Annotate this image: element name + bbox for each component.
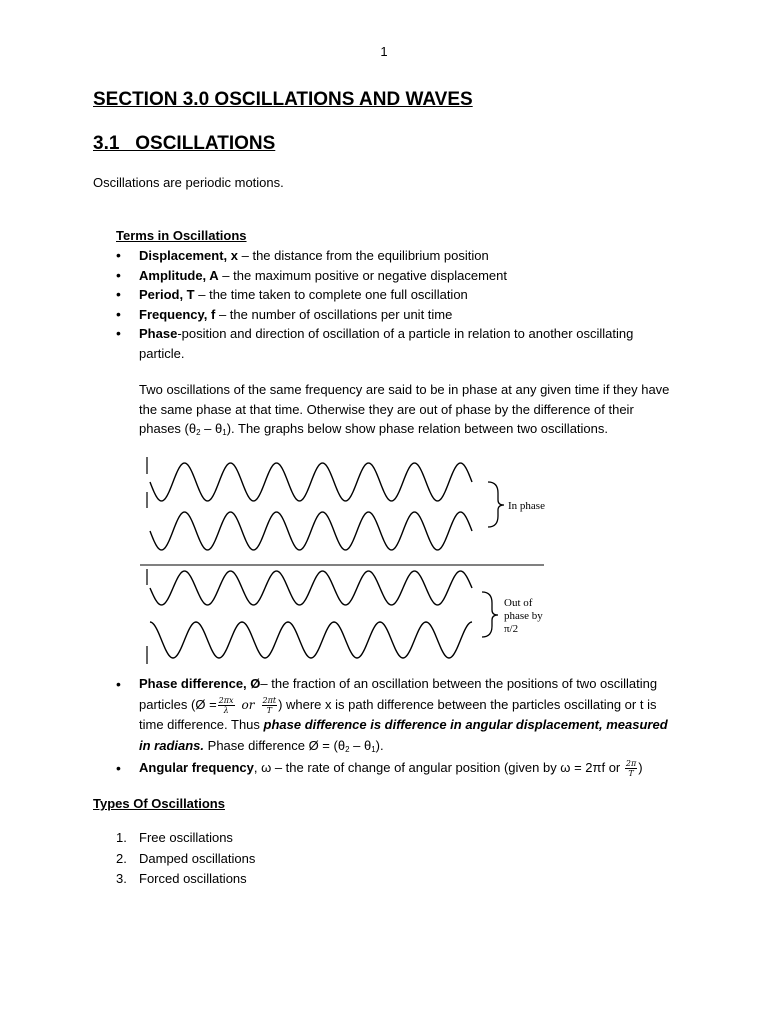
- wave-in-phase-1: [150, 463, 472, 501]
- term-item-phase: [116, 324, 676, 363]
- intro-text: Oscillations are periodic motions.: [93, 175, 284, 190]
- term-item-amplitude: [116, 266, 676, 286]
- section-title: SECTION 3.0 OSCILLATIONS AND WAVES: [93, 89, 473, 110]
- type-item-damped: 2. Damped oscillations: [116, 850, 256, 866]
- term-item-frequency: [116, 305, 676, 325]
- page-number: 1: [380, 44, 388, 59]
- phase-paragraph: Two oscillations of the same frequency are said to be in phase at any given time if they have the same phase at that time. Otherwise they are out of phase by the difference of their phases $(\theta_2 - \theta_1)$. The graphs below show phase relation between two oscillations.: [139, 382, 670, 437]
- types-heading: Types Of Oscillations: [93, 796, 225, 811]
- fraction-2pi-x-over-lambda: $\frac{2\pi x}{\lambda}$: [218, 695, 234, 715]
- type-item-forced: 3. Forced oscillations: [116, 871, 247, 886]
- wave-out-of-phase-2: [150, 622, 472, 658]
- wave-in-phase-2: [150, 512, 472, 550]
- fraction-2pi-t-over-T: $\frac{2\pi t}{T}$: [262, 695, 277, 715]
- term-item-phase-difference: • Phase difference, Ø– the fraction of an oscillation between the positions of two oscillating particles (Ø = $\frac{2\pi x}{\lambda}$ or $\frac{2\pi t}{T}$ ) where x is path difference between the particles oscillating or t is time difference. Thus phase difference is difference in angular displacement, measured in radians. Phase difference Ø = $(\theta_2 - \theta_1)$.: [116, 674, 676, 756]
- term-label: Displacement, x: [139, 248, 238, 263]
- label-in-phase: In phase: [508, 500, 545, 512]
- phase-terms-list: [116, 674, 676, 779]
- brace-in-phase: [488, 482, 504, 527]
- term-label: Period, T: [139, 287, 195, 302]
- term-desc: – the distance from the equilibrium position: [238, 248, 489, 263]
- term-item-angular-frequency: • Angular frequency, ω – the rate of change of angular position (given by ω = 2πf or $\frac{2\pi}{T}$ ): [116, 758, 676, 779]
- subsection-title: 3.1 OSCILLATIONS: [93, 133, 276, 154]
- label-out-of-phase-1: Out of: [504, 597, 533, 609]
- term-label: Phase: [139, 326, 178, 341]
- term-desc: – the maximum positive or negative displacement: [218, 267, 507, 283]
- term-item-displacement: [116, 246, 676, 266]
- brace-out-of-phase: [482, 592, 498, 637]
- label-out-of-phase-3: π/2: [504, 623, 519, 635]
- phase-relation-figure: [136, 452, 566, 667]
- term-label: Frequency, f: [139, 306, 216, 322]
- terms-heading: Terms in Oscillations: [116, 228, 247, 243]
- terms-list: [116, 246, 676, 363]
- fraction-2pi-over-T: $\frac{2\pi}{T}$: [625, 759, 637, 779]
- term-item-period: [116, 285, 676, 305]
- term-label: Amplitude, A: [139, 267, 219, 283]
- term-desc: – the time taken to complete one full oscillation: [194, 287, 468, 302]
- type-item-free: 1. Free oscillations: [116, 830, 233, 845]
- types-list: [116, 828, 255, 890]
- wave-out-of-phase-1: [150, 571, 472, 605]
- term-desc: -position and direction of oscillation of a particle in relation to another oscillating particle.: [139, 326, 634, 361]
- label-out-of-phase-2: phase by: [504, 610, 543, 622]
- term-desc: – the number of oscillations per unit time: [215, 306, 453, 322]
